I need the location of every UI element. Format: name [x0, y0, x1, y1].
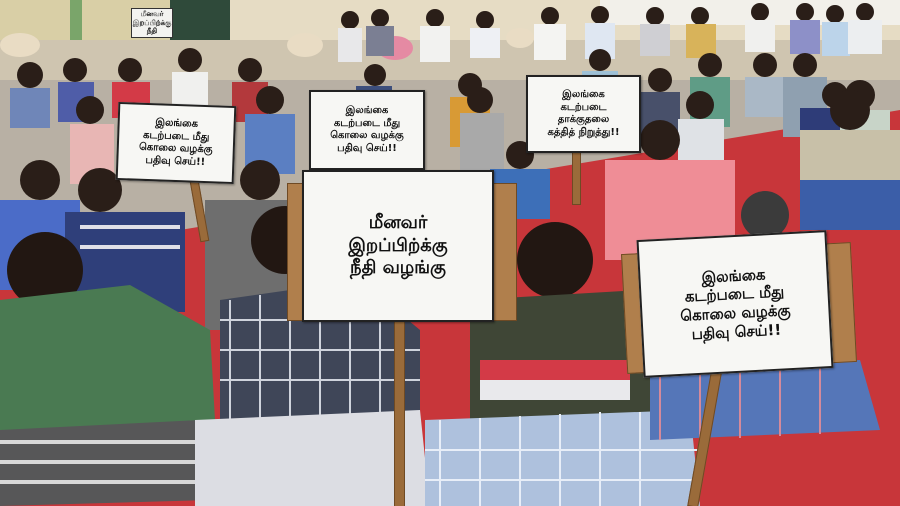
- placard-text-line: பதிவு செய்!!: [145, 154, 206, 168]
- placard-text-line: நீதி வழங்கு: [350, 257, 446, 279]
- wall-sign-line: இறப்பிற்க்கு: [132, 18, 172, 27]
- placard-stick: [394, 310, 405, 506]
- placard-text-line: இலங்கை: [345, 105, 389, 116]
- placard-text-line: கடற்படை மீது: [684, 282, 785, 306]
- placard-right-top: [526, 75, 641, 153]
- placard-text-line: கடற்படை மீது: [333, 117, 401, 129]
- placard-text-line: பதிவு செய்!!: [691, 320, 782, 344]
- placard-left: [116, 102, 237, 184]
- placard-text-line: தாக்குதலை: [557, 114, 610, 125]
- wall-sign: [131, 8, 173, 38]
- placard-text-line: மீனவர்: [368, 212, 428, 234]
- placard-text-line: இலங்கை: [701, 264, 766, 287]
- wall-sign-line: மீனவர்: [140, 10, 164, 19]
- placard-text-line: கொலை வழக்கு: [138, 141, 213, 156]
- placard-text-line: கத்தித் நிறுத்து!!: [547, 126, 620, 138]
- placard-text-line: கொலை வழக்கு: [679, 301, 791, 325]
- placard-text-line: இலங்கை: [155, 117, 199, 130]
- placard-text-line: இறப்பிற்க்கு: [348, 234, 448, 256]
- placard-center-main: [302, 170, 494, 322]
- placard-text-line: கடற்படை மீது: [142, 129, 210, 143]
- placard-text-line: பதிவு செய்!!: [337, 142, 397, 154]
- placard-text-line: கடற்படை: [560, 101, 607, 113]
- placard-center-top: [309, 90, 425, 170]
- placard-text-line: கொலை வழக்கு: [330, 130, 404, 141]
- placard-stick: [572, 148, 581, 205]
- wall-sign-line: நீதி: [146, 27, 158, 36]
- placard-right-main: [637, 230, 834, 378]
- placard-text-line: இலங்கை: [562, 89, 605, 100]
